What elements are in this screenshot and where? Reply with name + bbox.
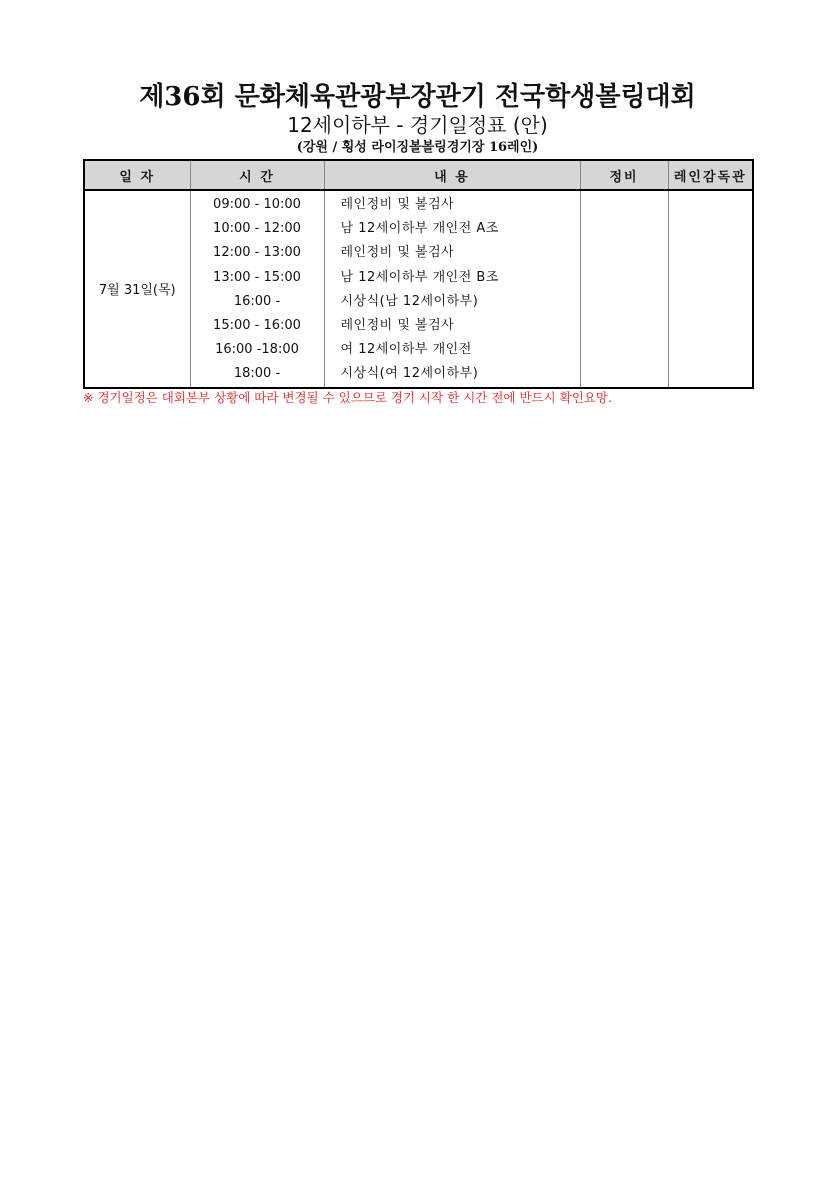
time-slot: 13:00 - 15:00 <box>213 269 301 285</box>
time-slot: 10:00 - 12:00 <box>213 221 301 237</box>
supervisor-cell <box>668 190 753 388</box>
time-slot: 16:00 - <box>233 293 281 309</box>
page-title: 제36회 문화체육관광부장관기 전국학생볼링대회 <box>139 82 696 112</box>
header-supervisor: 레인감독관 <box>668 160 753 190</box>
event-content: 레인정비 및 볼검사 <box>340 245 455 261</box>
maintenance-cell <box>580 190 668 388</box>
event-content: 시상식(남 12세이하부) <box>340 293 479 309</box>
event-content: 여 12세이하부 개인전 <box>340 342 472 358</box>
schedule-table <box>83 159 754 389</box>
time-slot: 12:00 - 13:00 <box>213 245 301 261</box>
event-content: 남 12세이하부 개인전 A조 <box>340 221 499 237</box>
venue-label: (강원 / 횡성 라이징볼볼링경기장 16레인) <box>296 140 539 155</box>
content-column <box>324 190 580 388</box>
date-cell: 7월 31일(목) <box>84 190 190 388</box>
time-slot: 18:00 - <box>233 366 281 382</box>
notice-text: ※ 경기일정은 대회본부 상황에 따라 변경될 수 있으므로 경기 시작 한 시간 전에 반드시 확인요망. <box>83 390 612 405</box>
event-content: 시상식(여 12세이하부) <box>340 366 479 382</box>
header-time: 시 간 <box>190 160 324 190</box>
page-subtitle: 12세이하부 - 경기일정표 (안) <box>287 113 548 137</box>
time-column <box>190 190 324 388</box>
time-slot: 09:00 - 10:00 <box>213 197 301 212</box>
header-content: 내 용 <box>324 160 580 190</box>
event-content: 레인정비 및 볼검사 <box>340 317 455 333</box>
time-slot: 15:00 - 16:00 <box>213 317 301 333</box>
table-row <box>84 190 753 388</box>
table-header-row <box>84 160 753 190</box>
event-content: 남 12세이하부 개인전 B조 <box>340 269 499 285</box>
header-maintenance: 정비 <box>580 160 668 190</box>
event-content: 레인정비 및 볼검사 <box>340 197 455 212</box>
time-slot: 16:00 -18:00 <box>215 342 299 358</box>
header-date: 일 자 <box>84 160 190 190</box>
